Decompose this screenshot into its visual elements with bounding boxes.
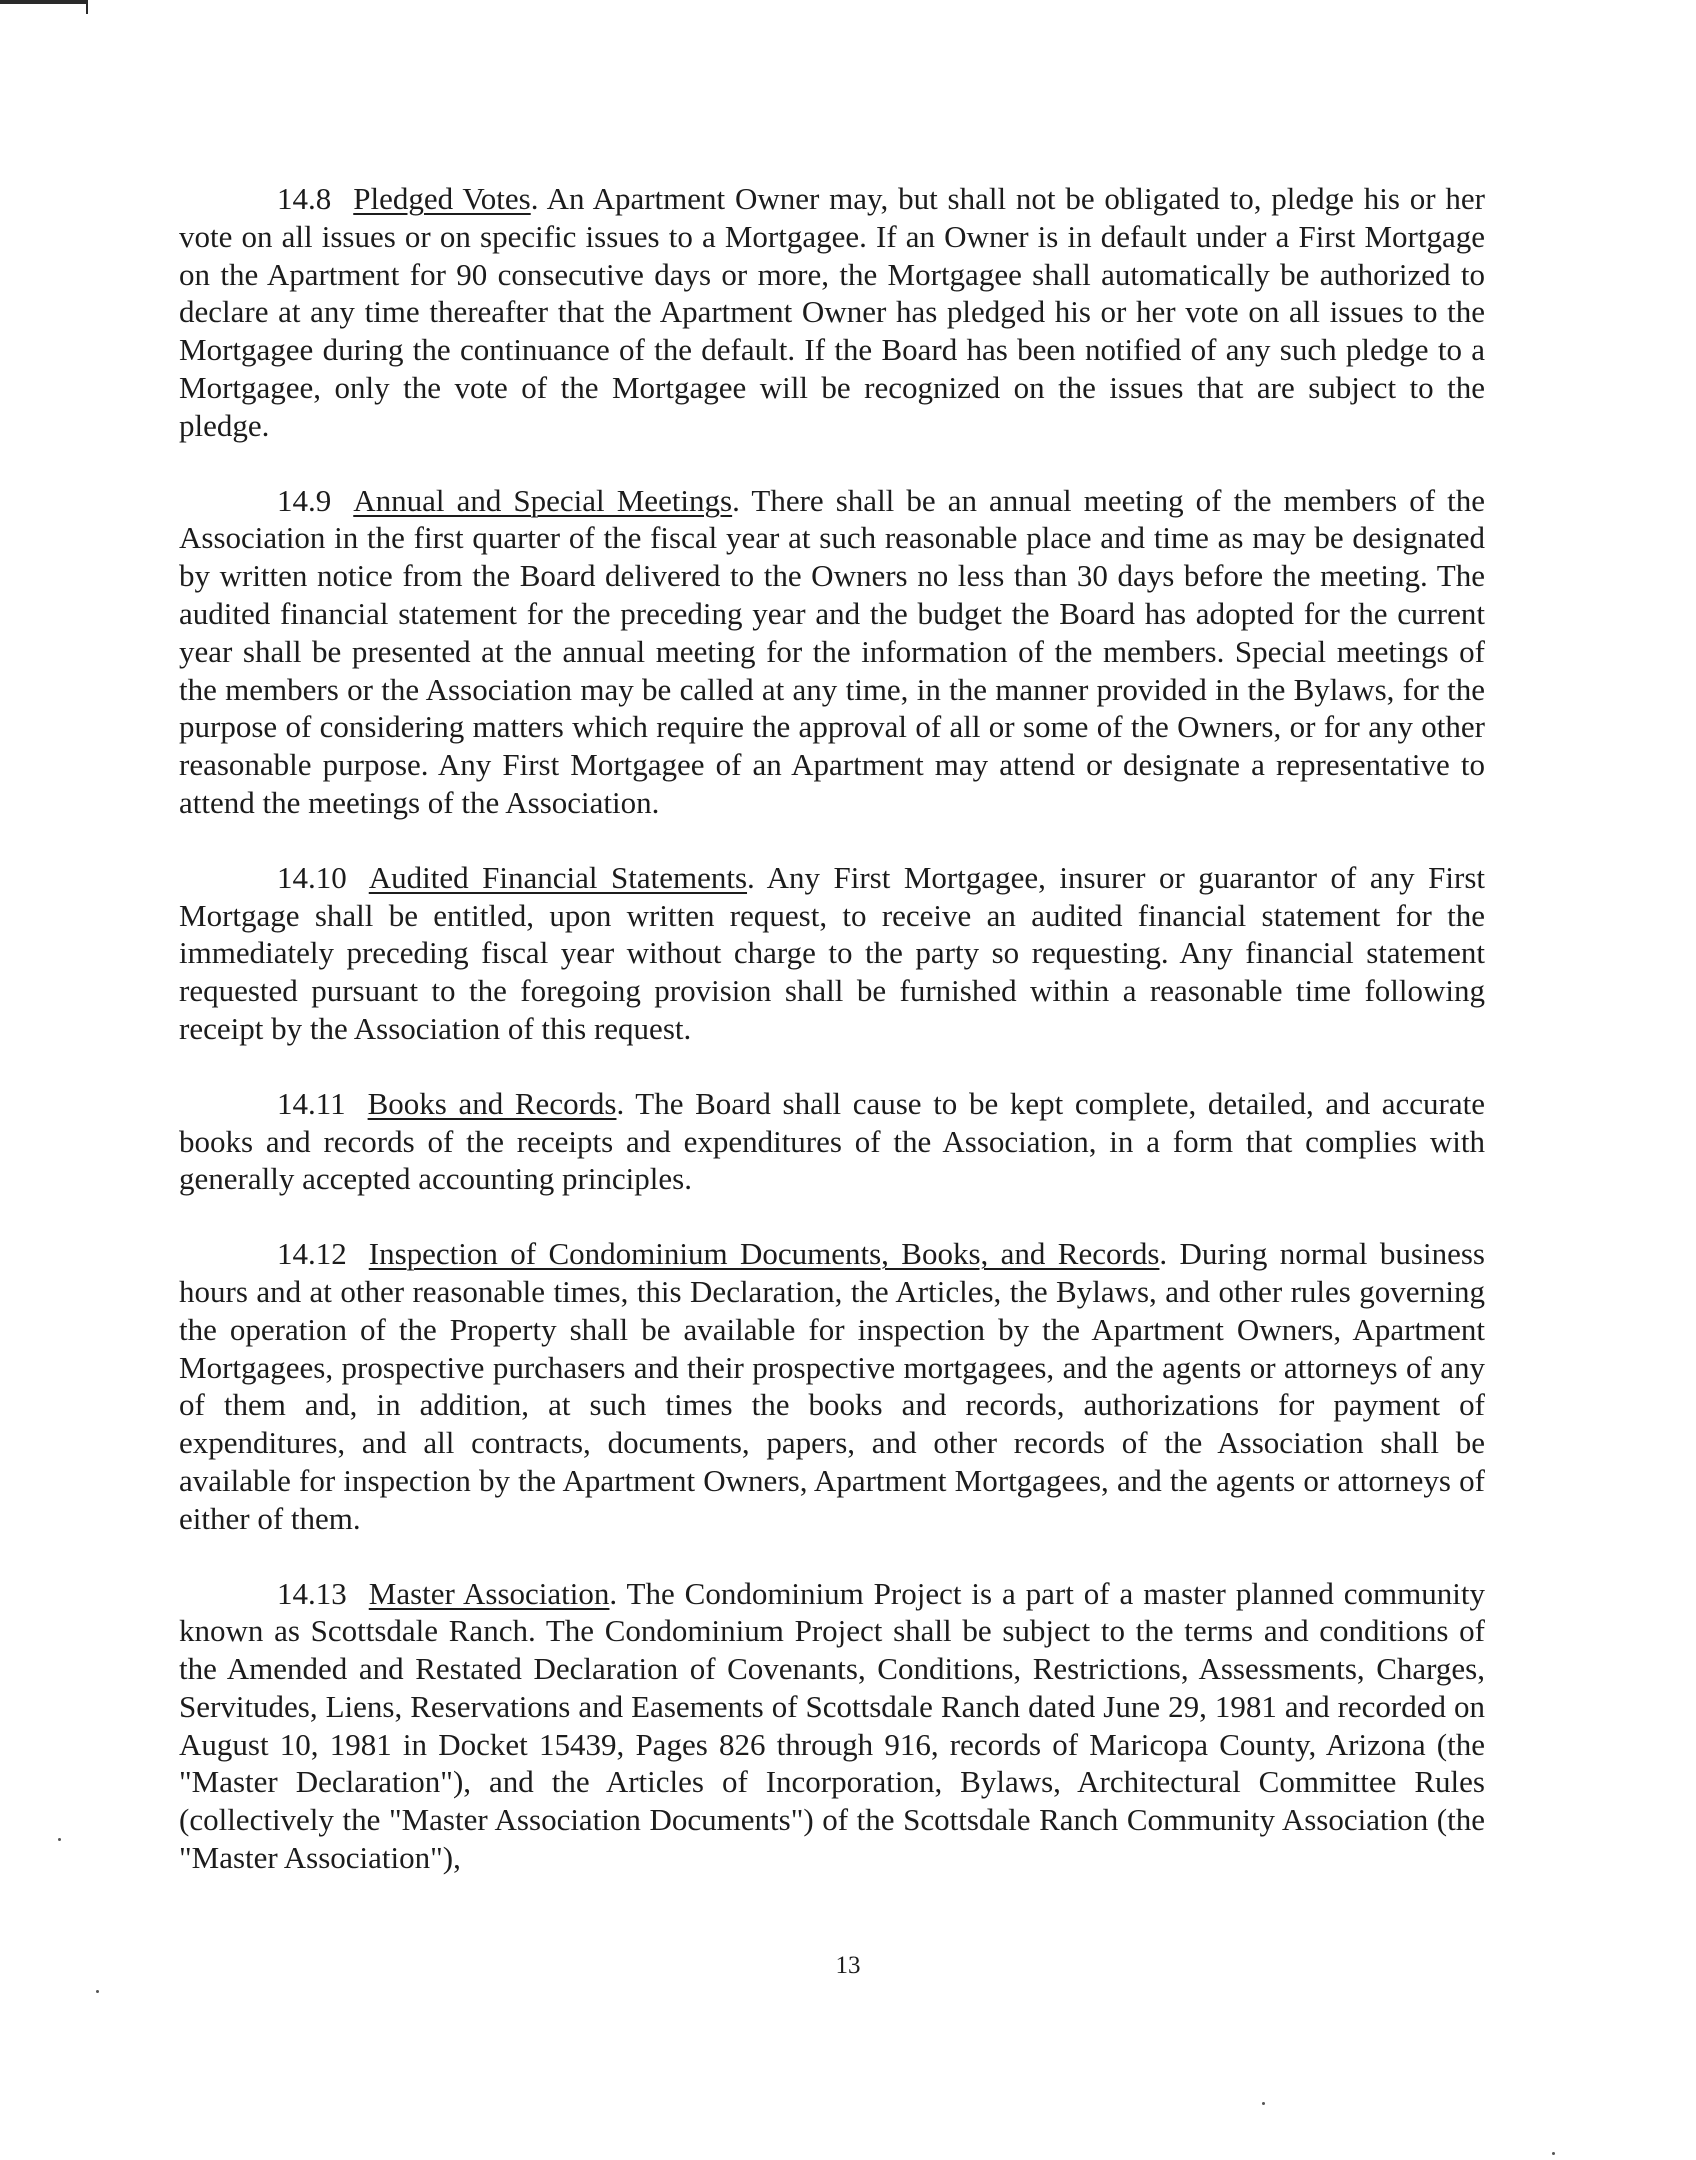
section-text: . There shall be an annual meeting of the members of the Association in the first quarter of the fiscal year at such reasonable place and time as may be designated by written notice from the Board delivered to the Owners no less than 30 days before the meeting. The audited financial statement for the preceding year and the budget the Board has adopted for the current year shall be presented at the annual meeting for the information of the members. Special meetings of the members or the Association may be called at any time, in the manner provided in the Bylaws, for the purpose of considering matters which require the approval of all or some of the Owners, or for any other reasonable purpose. Any First Mortgagee of an Apartment may attend or designate a representative to attend the meetings of the Association. [179, 482, 1486, 820]
scan-edge-mark [0, 0, 88, 4]
section-number: 14.12 [277, 1236, 347, 1272]
section-title: Audited Financial Statements [368, 859, 748, 895]
scan-speck [58, 1838, 61, 1841]
section-number: 14.11 [277, 1085, 346, 1121]
section-14-12 [179, 1235, 1485, 1537]
page-number: 13 [835, 1952, 861, 1979]
scan-edge-tick [86, 0, 88, 14]
section-title: Books and Records [367, 1085, 617, 1121]
section-text: . Any First Mortgagee, insurer or guarantor of any First Mortgage shall be entitled, upon written request, to receive an audited financial statement for the immediately preceding fiscal year without charge to the party so requesting. Any financial statement requested pursuant to the foregoing provision shall be furnished within a reasonable time following receipt by the Association of this request. [179, 859, 1485, 1046]
section-text: . During normal business hours and at other reasonable times, this Declaration, the Articles, the Bylaws, and other rules governing the operation of the Property shall be available for inspection by the Apartment Owners, Apartment Mortgagees, prospective purchasers and their prospective mortgagees, and the agents or attorneys of any of them and, in addition, at such times the books and records, authorizations for payment of expenditures, and all contracts, documents, papers, and other records of the Association shall be available for inspection by the Apartment Owners, Apartment Mortgagees, and the agents or attorneys of either of them. [179, 1236, 1485, 1536]
section-number: 14.8 [277, 181, 332, 216]
section-14-10 [179, 859, 1485, 1048]
section-14-13 [179, 1575, 1485, 1877]
section-title: Pledged Votes [353, 181, 531, 216]
section-text: . The Board shall cause to be kept complete, detailed, and accurate books and records of the receipts and expenditures of the Association, in a form that complies with generally accepted accounting principles. [179, 1085, 1485, 1197]
section-title: Inspection of Condominium Documents, Books, and Records [368, 1236, 1160, 1272]
section-number: 14.9 [277, 482, 332, 518]
section-14-8 [179, 180, 1485, 445]
section-14-9 [179, 482, 1485, 822]
section-number: 14.13 [277, 1575, 347, 1611]
scan-speck [96, 1990, 99, 1993]
scan-speck [1262, 2102, 1265, 2105]
section-text: . The Condominium Project is a part of a master planned community known as Scottsdale Ranch. The Condominium Project shall be subject to the terms and conditions of the Amended and Restated Declaration of Covenants, Conditions, Restrictions, Assessments, Charges, Servitudes, Liens, Reservations and Easements of Scottsdale Ranch dated June 29, 1981 and recorded on August 10, 1981 in Docket 15439, Pages 826 through 916, records of Maricopa County, Arizona (the "Master Declaration"), and the Articles of Incorporation, Bylaws, Architectural Committee Rules (collectively the "Master Association Documents") of the Scottsdale Ranch Community Association (the "Master Association"), [179, 1575, 1485, 1876]
section-14-11 [179, 1085, 1485, 1198]
section-title: Annual and Special Meetings [353, 482, 733, 518]
scan-speck [1552, 2152, 1555, 2155]
section-number: 14.10 [277, 859, 347, 895]
document-body [179, 180, 1485, 1914]
section-title: Master Association [368, 1575, 610, 1611]
section-text: . An Apartment Owner may, but shall not be obligated to, pledge his or her vote on all issues or on specific issues to a Mortgagee. If an Owner is in default under a First Mortgage on the Apartment for 90 consecutive days or more, the Mortgagee shall automatically be authorized to declare at any time thereafter that the Apartment Owner has pledged his or her vote on all issues to the Mortgagee during the continuance of the default. If the Board has been notified of any such pledge to a Mortgagee, only the vote of the Mortgagee will be recognized on the issues that are subject to the pledge. [179, 181, 1486, 443]
